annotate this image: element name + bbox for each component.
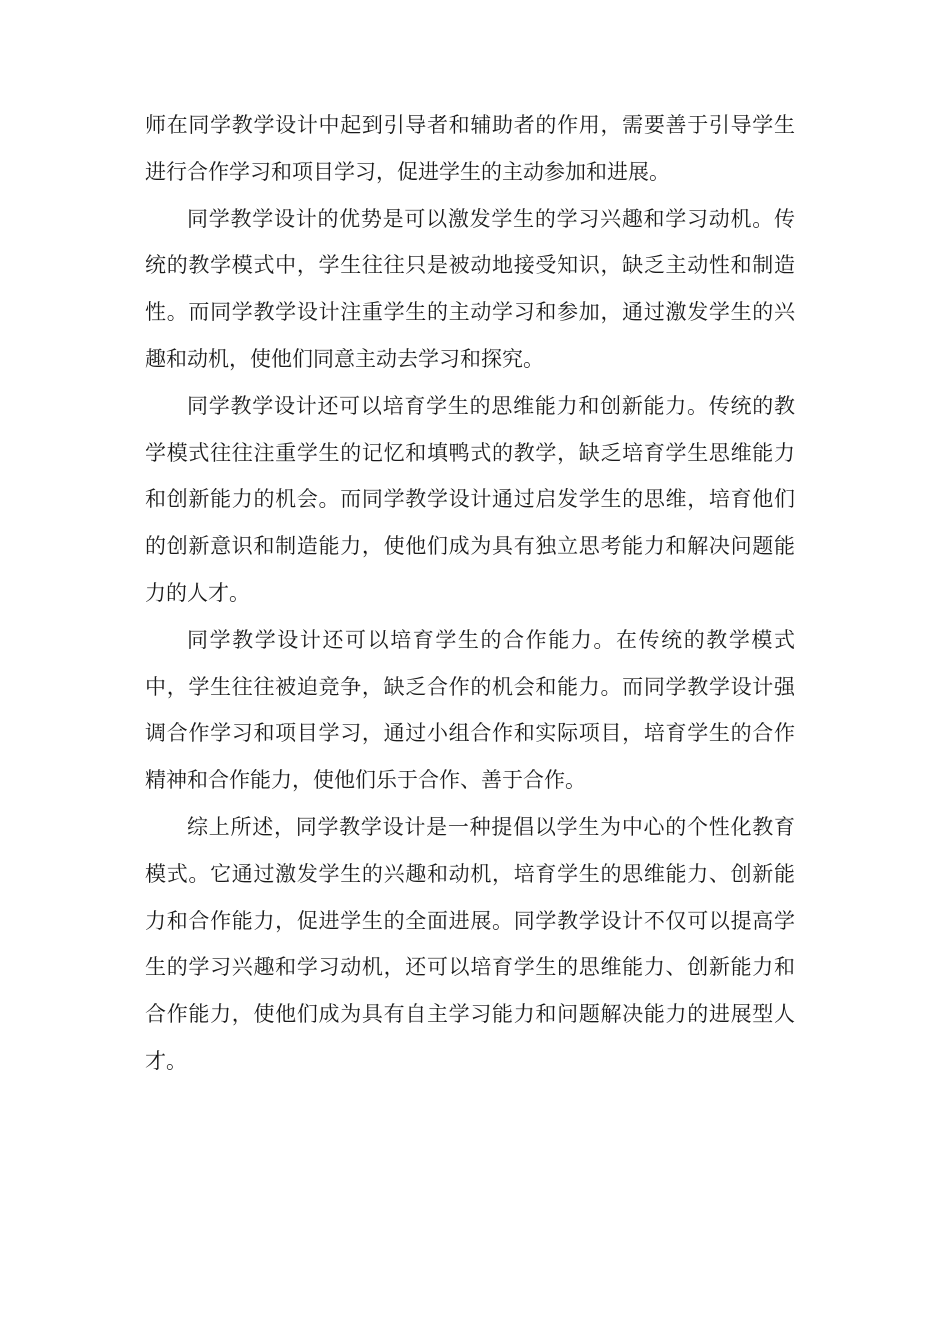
- document-body: [145, 102, 795, 1085]
- paragraph-3: 同学教学设计还可以培育学生的思维能力和创新能力。传统的教学模式往往注重学生的记忆和填鸭式的教学，缺乏培育学生思维能力和创新能力的机会。而同学教学设计通过启发学生的思维，培育他们的创新意识和制造能力，使他们成为具有独立思考能力和解决问题能力的人才。: [145, 393, 795, 605]
- paragraph-1: 师在同学教学设计中起到引导者和辅助者的作用，需要善于引导学生进行合作学习和项目学习，促进学生的主动参加和进展。: [145, 113, 795, 184]
- paragraph-4: 同学教学设计还可以培育学生的合作能力。在传统的教学模式中，学生往往被迫竞争，缺乏合作的机会和能力。而同学教学设计强调合作学习和项目学习，通过小组合作和实际项目，培育学生的合作精神和合作能力，使他们乐于合作、善于合作。: [145, 627, 795, 793]
- paragraph-2: 同学教学设计的优势是可以激发学生的学习兴趣和学习动机。传统的教学模式中，学生往往只是被动地接受知识，缺乏主动性和制造性。而同学教学设计注重学生的主动学习和参加，通过激发学生的兴趣和动机，使他们同意主动去学习和探究。: [145, 206, 795, 371]
- paragraph-5: 综上所述，同学教学设计是一种提倡以学生为中心的个性化教育模式。它通过激发学生的兴趣和动机，培育学生的思维能力、创新能力和合作能力，促进学生的全面进展。同学教学设计不仅可以提高学生的学习兴趣和学习动机，还可以培育学生的思维能力、创新能力和合作能力，使他们成为具有自主学习能力和问题解决能力的进展型人才。: [145, 814, 795, 1073]
